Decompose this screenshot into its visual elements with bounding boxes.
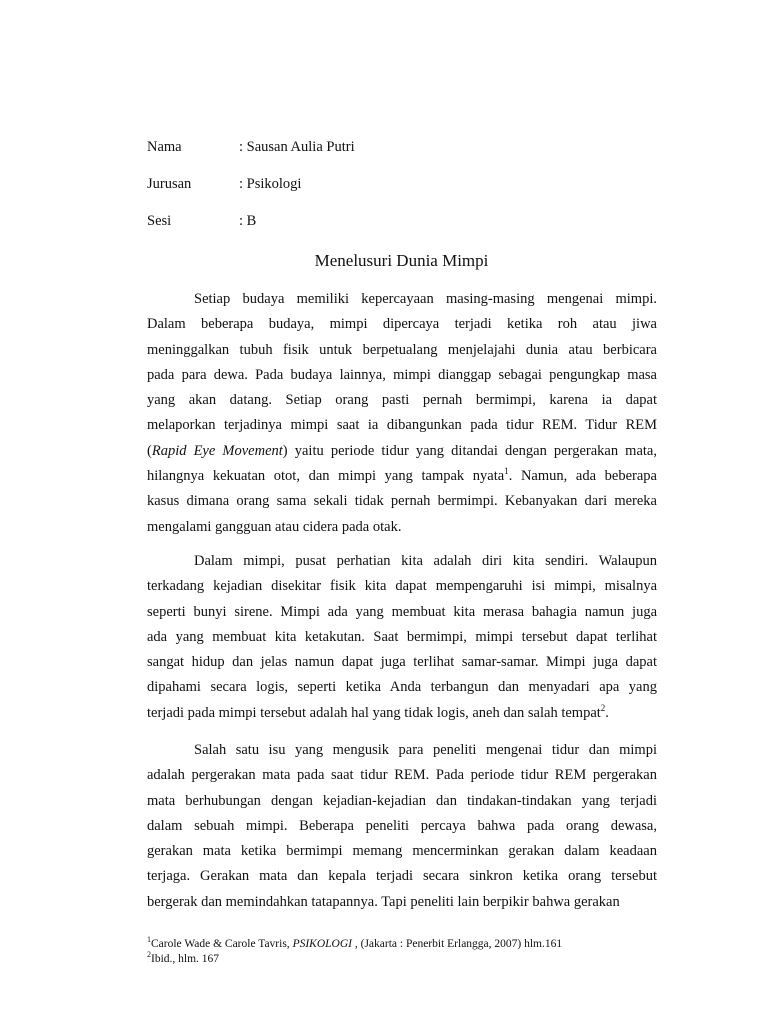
session-field xyxy=(147,212,256,230)
footnote-2 xyxy=(147,949,667,967)
document-title: Menelusuri Dunia Mimpi xyxy=(314,251,489,270)
footnote-number: 2 xyxy=(147,949,151,959)
text-line: pada para dewa. Pada budaya lainnya, mimpi dianggap sebagai pengungkap masa xyxy=(147,366,657,383)
text-line: kasus dimana orang sama sekali tidak pernah bermimpi. Kebanyakan dari mereka xyxy=(147,493,657,510)
text-line: bergerak dan memindahkan tatapannya. Tapi peneliti lain berpikir bahwa gerakan xyxy=(147,893,620,910)
text-line: terkadang kejadian disekitar fisik kita dapat mempengaruhi isi mimpi, misalnya xyxy=(147,578,657,595)
text-segment: ) yaitu periode tidur yang ditandai dengan pergerakan mata, xyxy=(282,442,657,459)
text-line: Dalam beberapa budaya, mimpi dipercaya terjadi ketika roh atau jiwa xyxy=(147,316,657,333)
text-line: adalah pergerakan mata pada saat tidur REM. Pada periode tidur REM pergerakan xyxy=(147,767,657,784)
footnote-number: 1 xyxy=(147,935,151,945)
text-segment: ( xyxy=(147,442,152,459)
footnote-text: Carole Wade & Carole Tavris, xyxy=(151,938,293,950)
text-line: meninggalkan tubuh fisik untuk berpetualang menjelajahi dunia atau berbicara xyxy=(147,341,657,358)
text-line: ada yang membuat kita ketakutan. Saat bermimpi, mimpi tersebut dapat terlihat xyxy=(147,628,657,645)
text-segment: terjadi pada mimpi tersebut adalah hal yang tidak logis, aneh dan salah tempat xyxy=(147,704,601,721)
text-line: dalam sebuah mimpi. Beberapa peneliti percaya bahwa pada orang dewasa, xyxy=(147,817,657,834)
footnote-text: , (Jakarta : Penerbit Erlangga, 2007) hlm.161 xyxy=(351,938,563,950)
footnote-ref: 2 xyxy=(600,702,606,713)
name-value: : Sausan Aulia Putri xyxy=(239,139,355,155)
footnote-italic: PSIKOLOGI xyxy=(292,938,352,950)
major-label: Jurusan xyxy=(147,176,192,192)
text-line: dipahami secara logis, seperti ketika Anda terbangun dan menyadari apa yang xyxy=(147,679,657,696)
footnote-text: Ibid., hlm. 167 xyxy=(151,952,220,965)
text-line: terjaga. Gerakan mata dan kepala terjadi secara sinkron ketika orang tersebut xyxy=(147,868,657,885)
paragraph-2 xyxy=(147,549,657,726)
text-line xyxy=(147,439,657,464)
text-line: gerakan mata ketika bermimpi memang mencerminkan gerakan dalam keadaan xyxy=(147,843,657,860)
text-line: mata berhubungan dengan kejadian-kejadian dan tindakan-tindakan yang terjadi xyxy=(147,792,657,809)
text-segment: hilangnya kekuatan otot, dan mimpi yang tampak nyata xyxy=(147,468,505,485)
session-label: Sesi xyxy=(147,213,172,229)
text-line: yang akan datang. Setiap orang pasti pernah bermimpi, karena ia dapat xyxy=(147,392,657,409)
paragraph-1 xyxy=(147,287,657,540)
text-line: Dalam mimpi, pusat perhatian kita adalah diri kita sendiri. Walaupun xyxy=(194,553,657,569)
name-label: Nama xyxy=(147,139,182,155)
major-field xyxy=(147,175,301,193)
text-line xyxy=(147,464,657,489)
text-line: seperti bunyi sirene. Mimpi ada yang membuat kita merasa bahagia namun juga xyxy=(147,603,657,620)
text-segment: . xyxy=(605,704,609,721)
italic-term: Rapid Eye Movement xyxy=(151,442,283,459)
footnote-1 xyxy=(147,937,667,952)
major-value: : Psikologi xyxy=(239,176,302,192)
text-line: mengalami gangguan atau cidera pada otak. xyxy=(147,518,402,535)
footnote-ref: 1 xyxy=(504,466,509,477)
session-value: : B xyxy=(239,213,257,229)
text-line: melaporkan terjadinya mimpi saat ia dibangunkan pada tidur REM. Tidur REM xyxy=(147,417,657,434)
text-line: sangat hidup dan jelas namun dapat juga terlihat samar-samar. Mimpi juga dapat xyxy=(147,654,657,671)
paragraph-3 xyxy=(147,738,657,915)
name-field xyxy=(147,138,355,156)
text-line xyxy=(147,701,657,726)
text-line: Salah satu isu yang mengusik para peneliti mengenai tidur dan mimpi xyxy=(194,742,657,758)
footnotes xyxy=(147,937,667,966)
text-segment: . Namun, ada beberapa xyxy=(508,468,657,485)
text-line: Setiap budaya memiliki kepercayaan masing-masing mengenai mimpi. xyxy=(194,291,657,307)
